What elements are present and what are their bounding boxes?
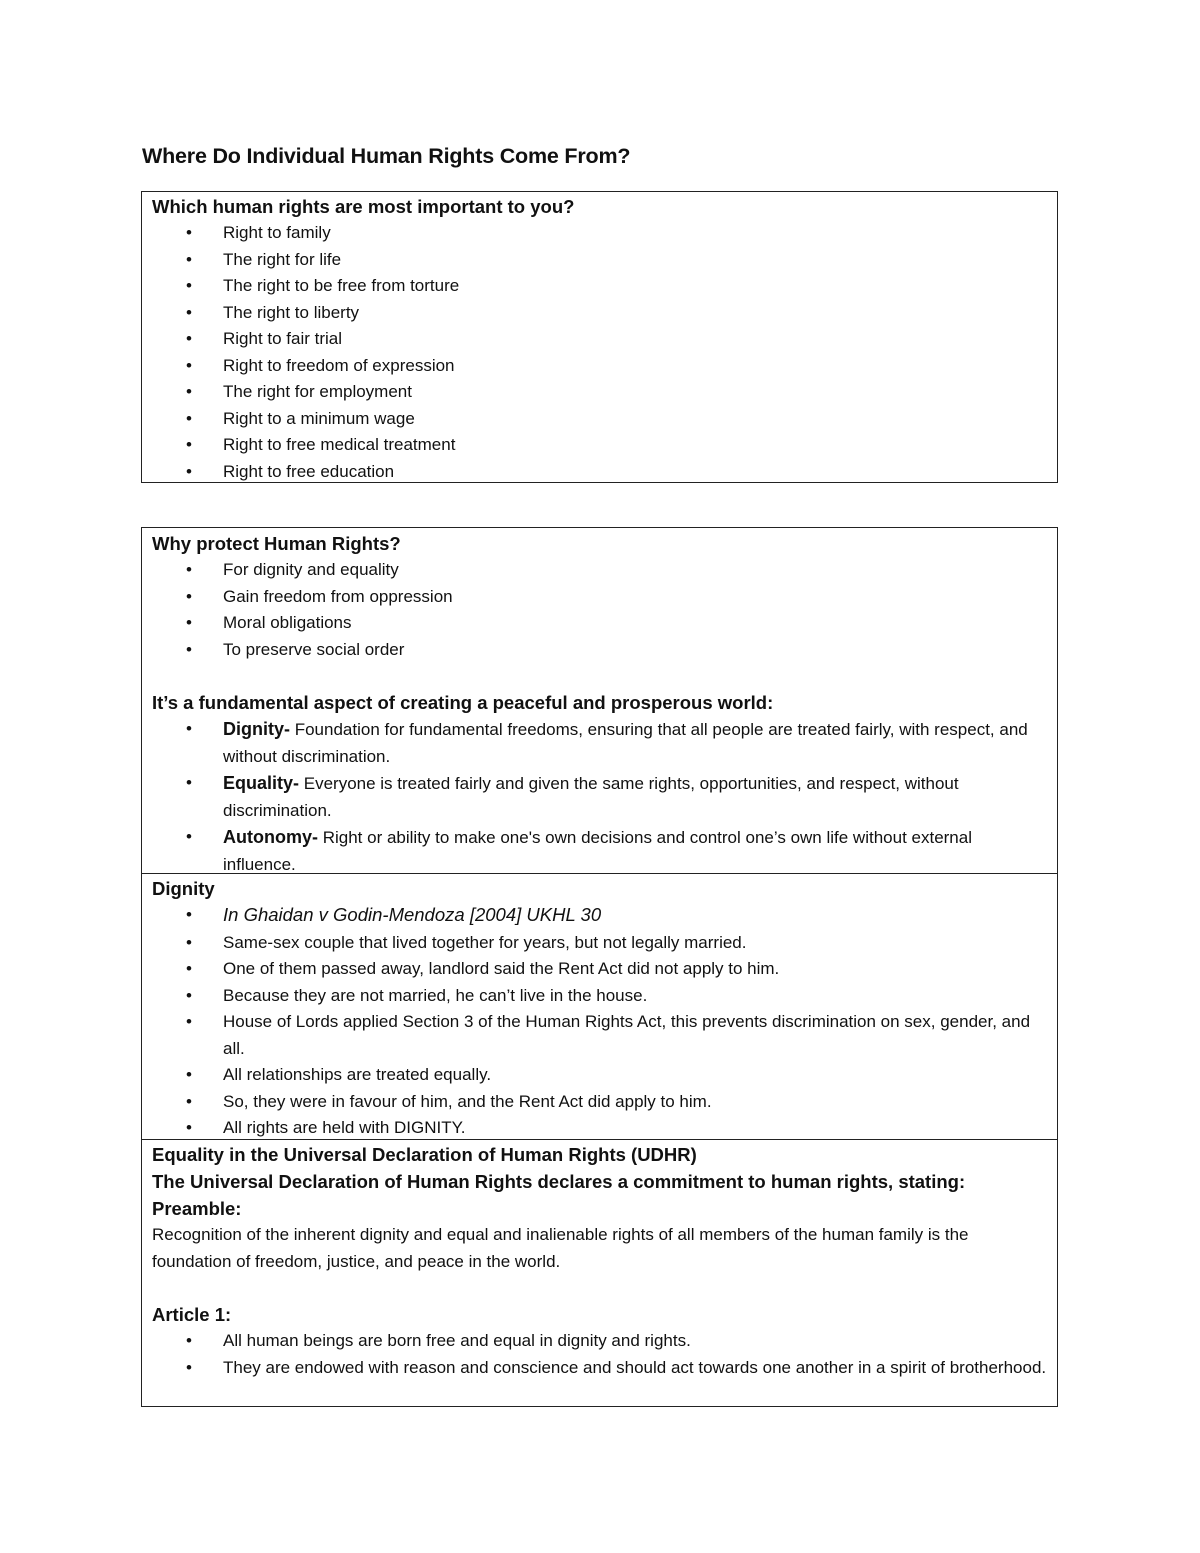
list-item: • All relationships are treated equally. (152, 1062, 1047, 1089)
list-item: • House of Lords applied Section 3 of the Human Rights Act, this prevents discrimination on sex, gender, and all. (152, 1009, 1047, 1062)
why-protect-list (152, 557, 1047, 663)
list-item: • The right for life (152, 247, 1047, 274)
udhr-commitment-heading: The Universal Declaration of Human Rights declares a commitment to human rights, stating: (152, 1171, 966, 1192)
concept-equality (152, 770, 1047, 824)
list-item: • Gain freedom from oppression (152, 584, 1047, 611)
list-item: • For dignity and equality (152, 557, 1047, 584)
preamble-text: Recognition of the inherent dignity and equal and inalienable rights of all members of the human family is the foundation of freedom, justice, and peace in the world. (152, 1225, 969, 1271)
concept-dignity (152, 716, 1047, 770)
dignity-heading: Dignity (152, 878, 215, 899)
preamble-label: Preamble: (152, 1198, 242, 1219)
concept-term: Autonomy- (223, 827, 318, 847)
article-1-list (152, 1328, 1047, 1381)
list-item: • Right to free education (152, 459, 1047, 486)
list-item: • They are endowed with reason and conscience and should act towards one another in a spirit of brotherhood. (152, 1355, 1047, 1382)
list-item: • Because they are not married, he can’t live in the house. (152, 983, 1047, 1010)
concept-desc: Right or ability to make one's own decisions and control one’s own life without external influence. (223, 828, 972, 874)
equality-udhr-heading: Equality in the Universal Declaration of Human Rights (UDHR) (152, 1144, 697, 1165)
important-rights-cell (142, 192, 1057, 485)
list-item: • The right for employment (152, 379, 1047, 406)
list-item: • Right to freedom of expression (152, 353, 1047, 380)
list-item: • All human beings are born free and equal in dignity and rights. (152, 1328, 1047, 1355)
list-item: • Right to family (152, 220, 1047, 247)
list-item: • One of them passed away, landlord said the Rent Act did not apply to him. (152, 956, 1047, 983)
list-item: • Right to a minimum wage (152, 406, 1047, 433)
page-title: Where Do Individual Human Rights Come From? (142, 144, 631, 168)
fundamental-aspect-heading: It’s a fundamental aspect of creating a peaceful and prosperous world: (152, 692, 774, 713)
concepts-list (152, 716, 1047, 878)
list-item: • Same-sex couple that lived together for years, but not legally married. (152, 930, 1047, 957)
equality-udhr-cell (142, 1139, 1057, 1381)
dignity-cell (142, 873, 1057, 1139)
human-rights-table (141, 527, 1058, 1407)
concept-desc: Everyone is treated fairly and given the same rights, opportunities, and respect, without discrimination. (223, 774, 959, 820)
concept-term: Equality- (223, 773, 300, 793)
concept-desc: Foundation for fundamental freedoms, ensuring that all people are treated fairly, with respect, and without discrimination. (223, 720, 1028, 766)
case-citation (152, 902, 1047, 930)
case-name: In Ghaidan v Godin-Mendoza [2004] UKHL 30 (223, 904, 602, 925)
list-item: • The right to liberty (152, 300, 1047, 327)
concept-autonomy (152, 824, 1047, 878)
list-item: • Moral obligations (152, 610, 1047, 637)
important-rights-heading: Which human rights are most important to you? (152, 196, 575, 217)
why-protect-cell (142, 528, 1057, 873)
list-item: • To preserve social order (152, 637, 1047, 664)
list-item: • Right to free medical treatment (152, 432, 1047, 459)
concept-term: Dignity- (223, 719, 290, 739)
list-item: • All rights are held with DIGNITY. (152, 1115, 1047, 1142)
important-rights-list (152, 220, 1047, 485)
list-item: • So, they were in favour of him, and the Rent Act did apply to him. (152, 1089, 1047, 1116)
list-item: • The right to be free from torture (152, 273, 1047, 300)
why-protect-heading: Why protect Human Rights? (152, 533, 401, 554)
list-item: • Right to fair trial (152, 326, 1047, 353)
article-1-label: Article 1: (152, 1304, 232, 1325)
important-rights-box (141, 191, 1058, 483)
dignity-list (152, 902, 1047, 1142)
